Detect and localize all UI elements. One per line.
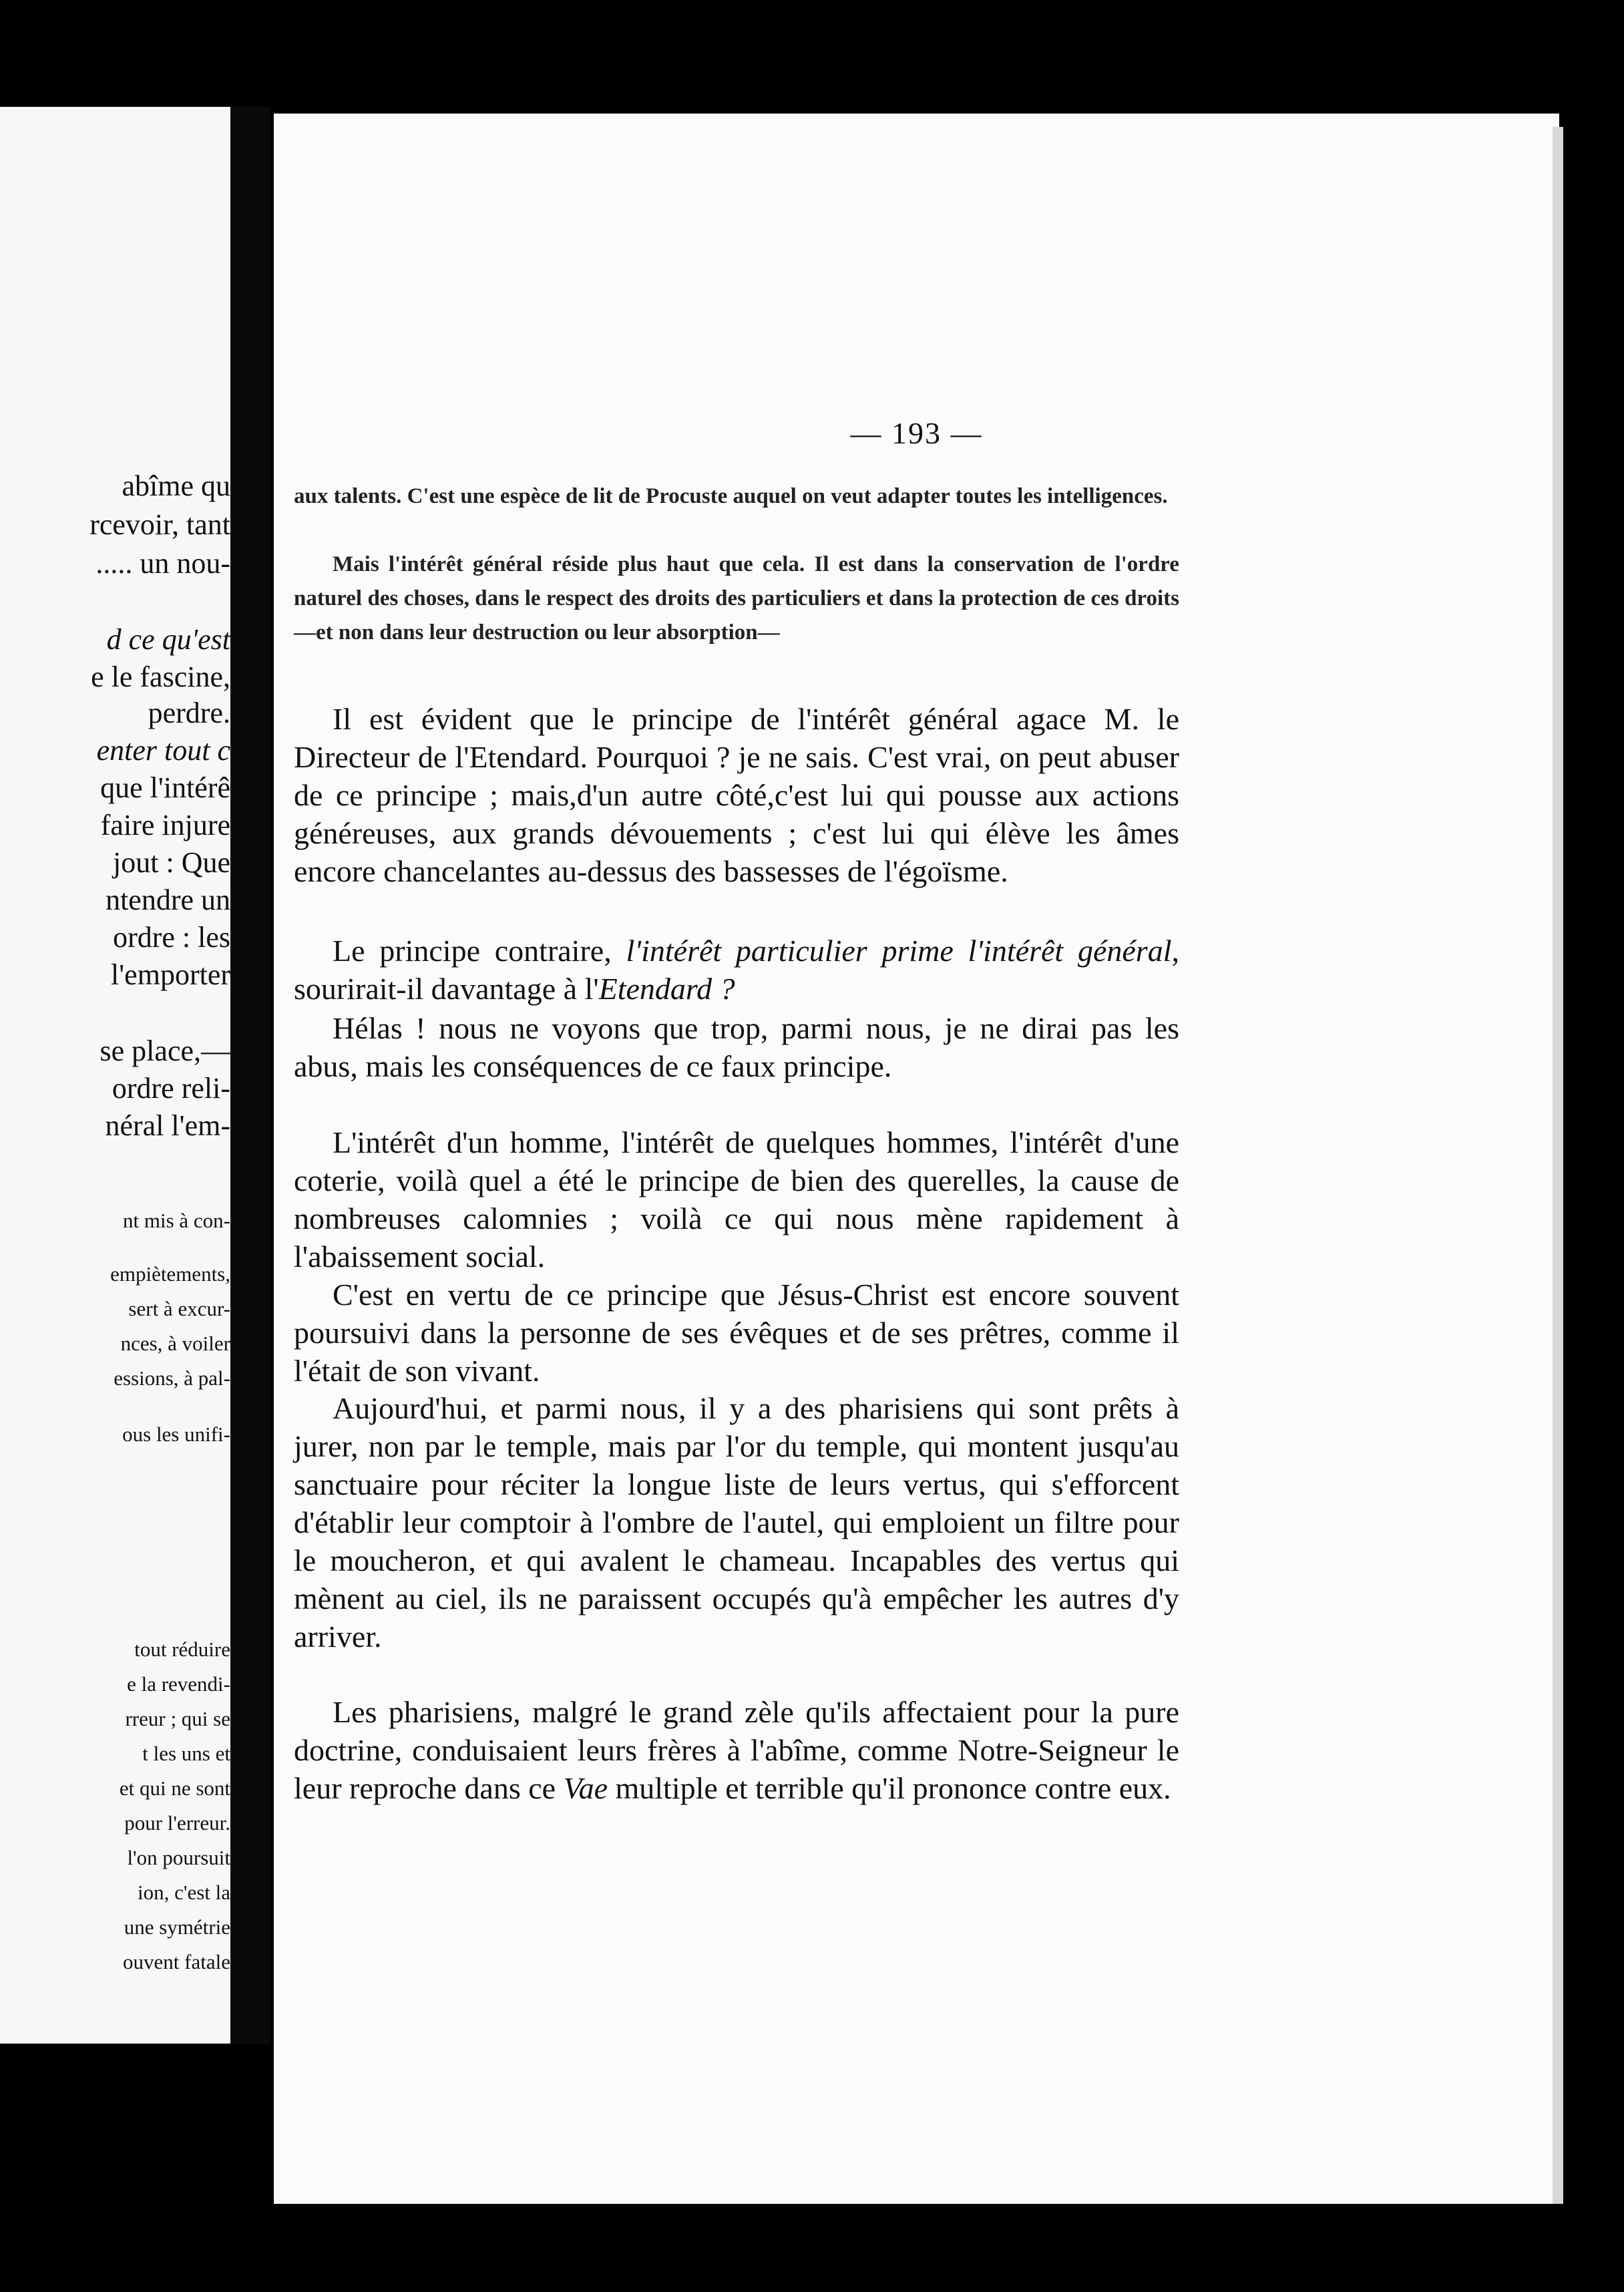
left-page-line: se place,—	[99, 1034, 230, 1067]
left-page-line: que l'intérê	[100, 771, 230, 804]
left-page-note: e la revendi-	[127, 1672, 230, 1696]
left-page-line: abîme qu	[122, 469, 230, 502]
left-page-note: t les uns et	[142, 1742, 230, 1765]
paragraph: Il est évident que le principe de l'intérêt général agace M. le Directeur de l'Etendard. Pourquoi ? je ne sais. C'est vrai, on peut abuser de ce principe ; mais,d'un autre côté,c'est lui qui pousse aux actions généreuses, aux grands dévouements ; c'est lui qui élève les âmes encore chancelantes au-dessus des bassesses de l'égoïsme.	[294, 702, 1179, 888]
footnote-paragraph: Mais l'intérêt général réside plus haut que cela. Il est dans la conservation de l'ordre naturel des choses, dans le respect des droits des particuliers et dans la protection de ces droits—et non dans leur destruction ou leur absorption—	[294, 552, 1179, 644]
left-page-line: faire injure	[100, 809, 230, 841]
book-gutter	[230, 107, 270, 2044]
left-page-line: e le fascine,	[91, 660, 230, 693]
italic-quote: l'intérêt particulier prime l'intérêt général	[626, 934, 1172, 968]
paragraph-text: Les pharisiens, malgré le grand zèle qu'ils affectaient pour la pure doctrine, conduisaient leurs frères à l'abîme, comme Notre-Seigneur le leur reproche dans ce	[294, 1695, 1179, 1805]
paragraph-text: , sourirait-il davantage à l'	[294, 934, 1179, 1006]
left-page-line: néral l'em-	[105, 1109, 230, 1142]
left-page-note: nt mis à con-	[123, 1209, 230, 1232]
left-page-note: ion, c'est la	[137, 1881, 230, 1904]
left-page-line: d ce qu'est	[106, 623, 230, 656]
left-page-note: et qui ne sont	[119, 1776, 230, 1800]
paragraph: L'intérêt d'un homme, l'intérêt de quelques hommes, l'intérêt d'une coterie, voilà quel a été le principe de bien des querelles, la cause de nombreuses calomnies ; voilà ce qui nous mène rapidement à l'abaissement social.	[294, 1125, 1179, 1274]
left-page-note: ouvent fatale	[123, 1950, 230, 1973]
paragraph-text: Le principe contraire,	[333, 934, 626, 968]
paragraph: Hélas ! nous ne voyons que trop, parmi nous, je ne dirai pas les abus, mais les conséquences de ce faux principe.	[294, 1011, 1179, 1083]
left-page-line: ..... un nou-	[95, 547, 230, 580]
left-page-note: tout réduire	[134, 1638, 230, 1661]
left-page-note: rreur ; qui se	[125, 1707, 230, 1730]
italic-word: Vae	[563, 1771, 608, 1805]
left-page-line: rcevoir, tant	[89, 508, 230, 541]
left-page-line: ntendre un	[106, 884, 230, 916]
previous-page-fragment	[0, 107, 237, 2044]
page-edge	[1553, 127, 1563, 2204]
book-page	[274, 114, 1559, 2204]
left-page-line: ordre reli-	[112, 1072, 230, 1105]
left-page-line: l'emporter	[111, 958, 230, 991]
left-page-note: nces, à voiler	[120, 1332, 230, 1355]
left-page-line: jout : Que	[113, 846, 230, 879]
left-page-note: ous les unifi-	[122, 1422, 230, 1446]
page-number: — 193 —	[850, 416, 983, 450]
left-page-line: perdre.	[148, 697, 230, 729]
italic-title: Etendard ?	[598, 972, 735, 1006]
footnote-continuation: aux talents. C'est une espèce de lit de Procuste auquel on veut adapter toutes les intelligences.	[294, 484, 1168, 508]
paragraph	[294, 932, 1179, 1008]
paragraph: Aujourd'hui, et parmi nous, il y a des pharisiens qui sont prêts à jurer, non par le temple, mais par l'or du temple, qui montent jusqu'au sanctuaire pour réciter la longue liste de leurs vertus, qui s'efforcent d'établir leur comptoir à l'ombre de l'autel, qui emploient un filtre pour le moucheron, et qui avalent le chameau. Incapables des vertus qui mènent au ciel, ils ne paraissent occupés qu'à empêcher les autres d'y arriver.	[294, 1391, 1179, 1654]
left-page-note: sert à excur-	[128, 1297, 230, 1320]
paragraph: C'est en vertu de ce principe que Jésus-Christ est encore souvent poursuivi dans la personne de ses évêques et de ses prêtres, comme il l'était de son vivant.	[294, 1278, 1179, 1388]
left-page-note: l'on poursuit	[127, 1846, 230, 1869]
left-page-line: ordre : les	[113, 921, 230, 954]
paragraph-text: multiple et terrible qu'il prononce contre eux.	[607, 1771, 1171, 1805]
left-page-note: empiètements,	[110, 1262, 230, 1286]
left-page-line: enter tout c	[96, 734, 230, 767]
paragraph	[294, 1693, 1179, 1807]
left-page-note: pour l'erreur.	[124, 1811, 230, 1835]
left-page-note: essions, à pal-	[114, 1366, 230, 1390]
left-page-note: une symétrie	[124, 1915, 230, 1939]
